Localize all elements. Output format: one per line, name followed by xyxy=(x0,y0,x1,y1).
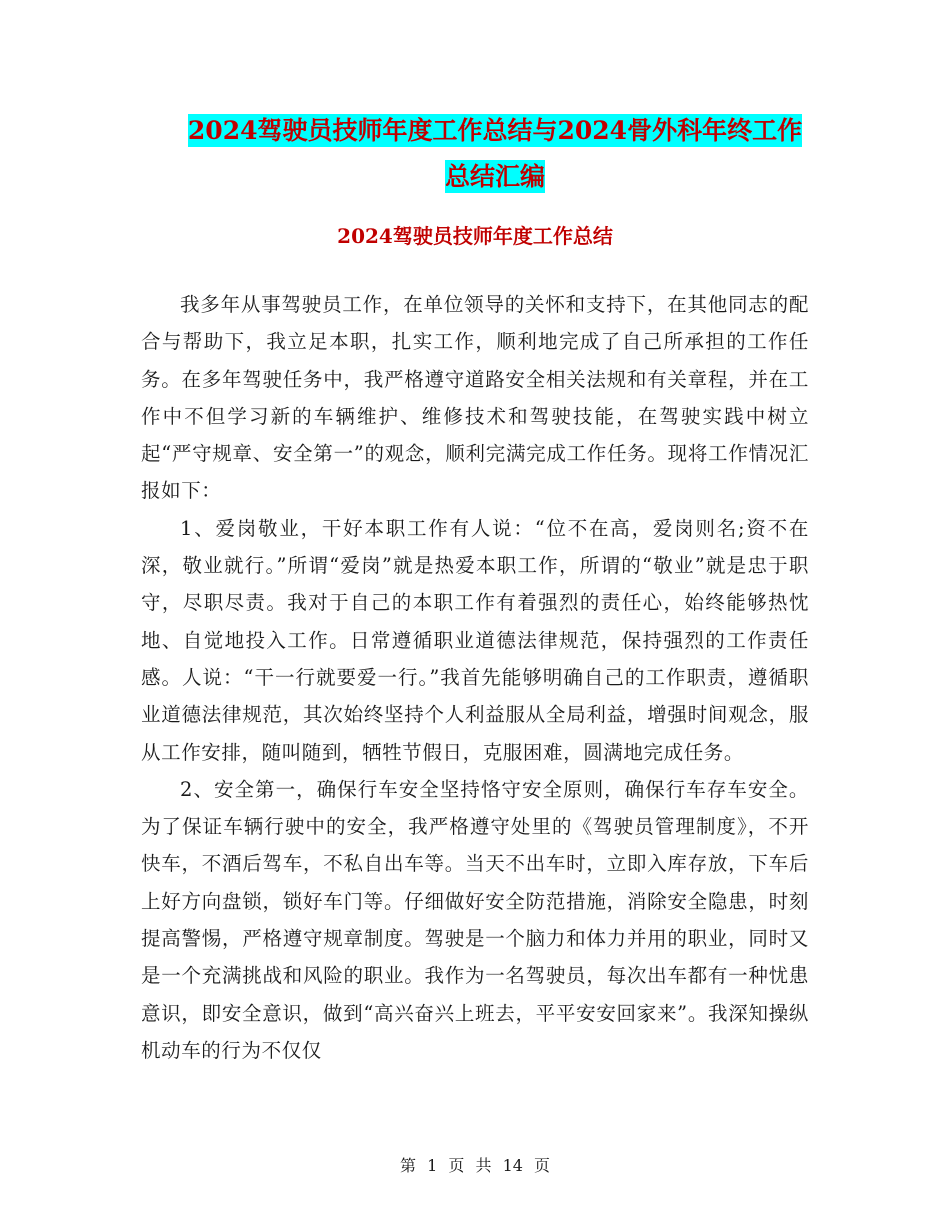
footer-total-pages: 14 xyxy=(502,1156,523,1175)
footer-page-unit: 页 xyxy=(448,1156,465,1175)
title-line-2: 总结汇编 xyxy=(444,162,545,191)
title-line-1: 2024驾驶员技师年度工作总结与2024骨外科年终工作 xyxy=(187,116,803,145)
section-title: 2024驾驶员技师年度工作总结 xyxy=(337,224,613,248)
footer-current-page: 1 xyxy=(427,1156,438,1175)
paragraph-point-1: 1、爱岗敬业，干好本职工作有人说：“位不在高，爱岗则名;资不在深，敬业就行。”所谓“爱岗”就是热爱本职工作，所谓的“敬业”就是忠于职守，尽职尽责。我对于自己的本职工作有着强烈的责任心，始终能够热忱地、自觉地投入工作。日常遵循职业道德法律规范，保持强烈的工作责任感。人说：“干一行就要爱一行。”我首先能够明确自己的工作职责，遵循职业道德法律规范，其次始终坚持个人利益服从全局利益，增强时间观念，服从工作安排，随叫随到，牺牲节假日，克服困难，圆满地完成任务。 xyxy=(141,516,809,764)
paragraph-intro: 我多年从事驾驶员工作，在单位领导的关怀和支持下，在其他同志的配合与帮助下，我立足本职，扎实工作，顺利地完成了自己所承担的工作任务。在多年驾驶任务中，我严格遵守道路安全相关法规和有关章程，并在工作中不但学习新的车辆维护、维修技术和驾驶技能，在驾驶实践中树立起“严守规章、安全第一”的观念，顺利完满完成工作任务。现将工作情况汇报如下： xyxy=(141,293,809,503)
footer-page-label: 第 xyxy=(399,1156,416,1175)
footer-total-unit: 页 xyxy=(534,1156,551,1175)
page-footer xyxy=(0,1154,950,1178)
document-title xyxy=(140,108,850,200)
paragraph-point-2: 2、安全第一，确保行车安全坚持恪守安全原则，确保行车存车安全。为了保证车辆行驶中的安全，我严格遵守处里的《驾驶员管理制度》，不开快车，不酒后驾车，不私自出车等。当天不出车时，立即入库存放，下车后上好方向盘锁，锁好车门等。仔细做好安全防范措施，消除安全隐患，时刻提高警惕，严格遵守规章制度。驾驶是一个脑力和体力并用的职业，同时又是一个充满挑战和风险的职业。我作为一名驾驶员，每次出车都有一种忧患意识，即安全意识，做到“高兴奋兴上班去，平平安安回家来”。我深知操纵机动车的行为不仅仅 xyxy=(141,777,809,1062)
document-body xyxy=(141,286,809,1069)
footer-total-label: 共 xyxy=(475,1156,492,1175)
